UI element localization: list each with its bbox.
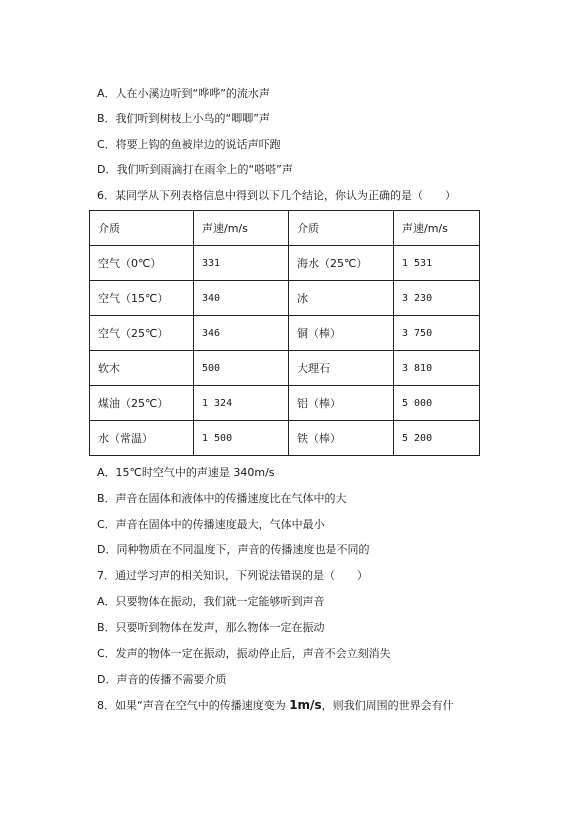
table-row <box>90 281 480 316</box>
table-cell: 331 <box>194 246 289 281</box>
header-medium-2: 介质 <box>289 211 394 246</box>
q6-option-b: B．声音在固体和液体中的传播速度比在气体中的大 <box>97 492 347 505</box>
table-cell: 空气（25℃） <box>90 316 194 351</box>
table-cell: 冰 <box>289 281 394 316</box>
table-cell: 3 230 <box>394 281 480 316</box>
sound-speed-table <box>89 210 480 456</box>
q7-option-a: A．只要物体在振动，我们就一定能够听到声音 <box>97 595 325 608</box>
table-cell: 空气（15℃） <box>90 281 194 316</box>
q7-option-b: B．只要听到物体在发声，那么物体一定在振动 <box>97 621 325 634</box>
table-cell: 水（常温） <box>90 421 194 456</box>
table-cell: 5 200 <box>394 421 480 456</box>
table-row <box>90 386 480 421</box>
table-cell: 铜（棒） <box>289 316 394 351</box>
header-speed-2: 声速/m/s <box>394 211 480 246</box>
q8-stem-text: 8．如果“声音在空气中的传播速度变为 <box>97 699 290 712</box>
table-cell: 500 <box>194 351 289 386</box>
table-cell: 煤油（25℃） <box>90 386 194 421</box>
q8-stem-text-end: ，则我们周围的世界会有什 <box>321 699 454 712</box>
table-cell: 铁（棒） <box>289 421 394 456</box>
q7-stem: 7．通过学习声的相关知识，下列说法错误的是（ ） <box>97 569 368 582</box>
table-cell: 1 531 <box>394 246 480 281</box>
table-cell: 软木 <box>90 351 194 386</box>
q7-option-d: D．声音的传播不需要介质 <box>97 673 227 686</box>
q5-option-a: A．人在小溪边听到“哗哗”的流水声 <box>97 87 270 100</box>
table-cell: 340 <box>194 281 289 316</box>
table-cell: 空气（0℃） <box>90 246 194 281</box>
q5-option-b: B．我们听到树枝上小鸟的“唧唧”声 <box>97 112 270 125</box>
q8-stem <box>97 697 454 714</box>
table-cell: 海水（25℃） <box>289 246 394 281</box>
q6-option-d: D．同种物质在不同温度下，声音的传播速度也是不同的 <box>97 543 370 556</box>
q6-option-a: A．15℃时空气中的声速是 340m/s <box>97 466 275 479</box>
q6-option-c: C．声音在固体中的传播速度最大，气体中最小 <box>97 518 325 531</box>
table-cell: 大理石 <box>289 351 394 386</box>
q6-stem: 6．某同学从下列表格信息中得到以下几个结论，你认为正确的是（ ） <box>97 189 456 202</box>
table-row <box>90 421 480 456</box>
table-cell: 346 <box>194 316 289 351</box>
q5-option-d: D．我们听到雨滴打在雨伞上的“嗒嗒”声 <box>97 163 293 176</box>
q5-option-c: C．将要上钩的鱼被岸边的说话声吓跑 <box>97 138 281 151</box>
table-row <box>90 246 480 281</box>
table-cell: 1 324 <box>194 386 289 421</box>
header-speed-1: 声速/m/s <box>194 211 289 246</box>
table-cell: 1 500 <box>194 421 289 456</box>
header-medium-1: 介质 <box>90 211 194 246</box>
q8-speed-value: 1m/s <box>289 698 322 712</box>
table-header-row <box>90 211 480 246</box>
table-cell: 铝（棒） <box>289 386 394 421</box>
table-cell: 5 000 <box>394 386 480 421</box>
table-cell: 3 750 <box>394 316 480 351</box>
table-row <box>90 316 480 351</box>
table-cell: 3 810 <box>394 351 480 386</box>
q7-option-c: C．发声的物体一定在振动，振动停止后，声音不会立刻消失 <box>97 647 391 660</box>
table-row <box>90 351 480 386</box>
